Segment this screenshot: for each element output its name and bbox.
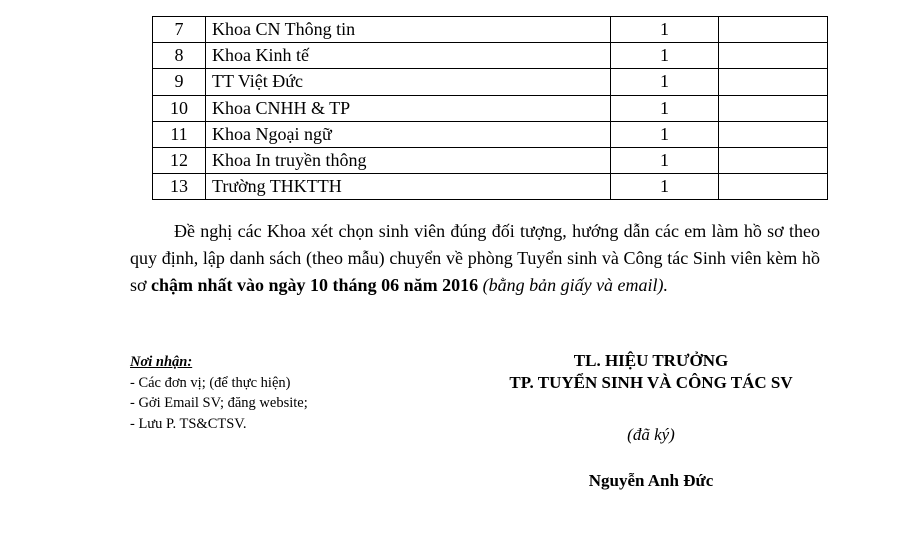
deadline-text: chậm nhất vào ngày 10 tháng 06 năm 2016	[151, 275, 479, 295]
paragraph-text: Đề nghị các Khoa xét chọn sinh viên đúng đối tượng, hướng dẫn các em làm hồ sơ theo quy định, lập danh sách (theo mẫu) chuyển về phòng Tuyển sinh và Công tác Sinh viên kèm hồ sơ	[130, 221, 820, 295]
unit-name: Khoa CN Thông tin	[206, 17, 611, 43]
signed-note: (đã ký)	[627, 425, 675, 444]
unit-name: Khoa CNHH & TP	[206, 95, 611, 121]
quantity: 1	[611, 174, 719, 200]
quantity: 1	[611, 95, 719, 121]
row-number: 9	[153, 69, 206, 95]
table-row	[153, 147, 828, 173]
recipient-item: - Gởi Email SV; đăng website;	[130, 395, 308, 411]
recipient-item: - Lưu P. TS&CTSV.	[130, 415, 247, 432]
row-number: 10	[153, 95, 206, 121]
note	[719, 95, 828, 121]
table-row	[153, 121, 828, 147]
quantity: 1	[611, 17, 719, 43]
table-row	[153, 43, 828, 69]
row-number: 8	[153, 43, 206, 69]
signer-title-line1: TL. HIỆU TRƯỞNG	[573, 351, 729, 370]
quantity: 1	[611, 69, 719, 95]
row-number: 12	[153, 147, 206, 173]
recipient-item: - Các đơn vị; (để thực hiện)	[130, 374, 291, 391]
table-row	[153, 95, 828, 121]
table-row	[153, 174, 828, 200]
table-row	[153, 17, 828, 43]
quantity: 1	[611, 43, 719, 69]
table-row	[153, 69, 828, 95]
unit-name: TT Việt Đức	[206, 69, 611, 95]
note	[719, 69, 828, 95]
note	[719, 121, 828, 147]
recipients-header: Nơi nhận:	[130, 354, 193, 370]
row-number: 7	[153, 17, 206, 43]
unit-name: Khoa Ngoại ngữ	[206, 121, 611, 147]
unit-name: Khoa Kinh tế	[206, 43, 611, 69]
unit-name: Khoa In truyền thông	[206, 147, 611, 173]
submission-note: (bằng bản giấy và email).	[478, 275, 669, 295]
quantity: 1	[611, 121, 719, 147]
note	[719, 174, 828, 200]
unit-name: Trường THKTTH	[206, 174, 611, 200]
signature-block	[470, 350, 832, 492]
row-number: 13	[153, 174, 206, 200]
note	[719, 147, 828, 173]
request-paragraph	[130, 218, 820, 299]
signer-title-line2: TP. TUYỂN SINH VÀ CÔNG TÁC SV	[509, 373, 793, 392]
note	[719, 17, 828, 43]
quantity: 1	[611, 147, 719, 173]
note	[719, 43, 828, 69]
units-table	[152, 16, 828, 200]
row-number: 11	[153, 121, 206, 147]
signer-name: Nguyễn Anh Đức	[588, 471, 714, 490]
recipients-block	[130, 352, 430, 434]
